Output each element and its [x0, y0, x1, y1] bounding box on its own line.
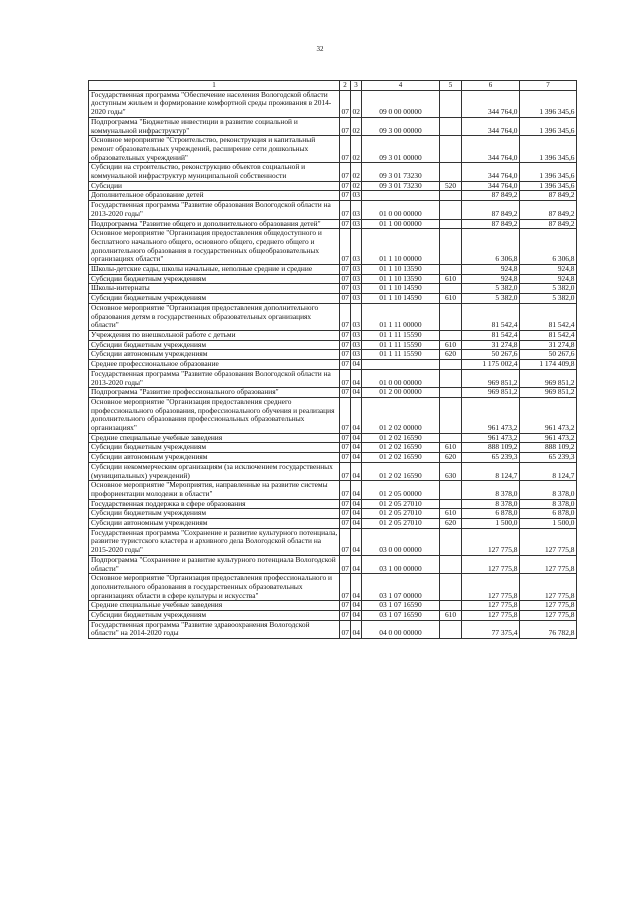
target-article-cell: 01 2 00 00000 — [362, 388, 440, 398]
target-article-cell: 01 2 02 16590 — [362, 453, 440, 463]
target-article-cell: 01 1 10 14590 — [362, 284, 440, 294]
amount-year2-cell: 127 775,8 — [520, 574, 577, 601]
amount-year1-cell: 344 764,0 — [462, 136, 520, 163]
expense-type-cell — [440, 330, 462, 340]
amount-year2-cell: 81 542,4 — [520, 330, 577, 340]
section-code-cell: 07 — [340, 303, 351, 330]
table-row — [89, 117, 577, 135]
section-code-cell: 07 — [341, 190, 349, 200]
row-name-cell: Субсидии бюджетным учреждениям — [89, 274, 340, 284]
subsection-code-cell: 03 — [352, 274, 360, 283]
expense-type-cell — [440, 499, 462, 509]
header-cell: 1 — [89, 81, 340, 91]
row-name-cell: Субсидии бюджетным учреждениям — [89, 611, 340, 621]
section-code-cell: 07 — [341, 219, 349, 228]
target-article-cell: 03 0 00 00000 — [362, 528, 440, 555]
subsection-code-cell: 04 — [352, 452, 360, 462]
section-code-cell: 07 — [340, 369, 351, 387]
expense-type-cell: 610 — [440, 274, 462, 284]
page-number: 32 — [316, 45, 324, 53]
header-cell: 7 — [520, 81, 577, 91]
amount-year1-cell: 888 109,2 — [462, 443, 520, 453]
target-article-cell: 09 3 01 73230 — [362, 181, 440, 191]
amount-year1-cell: 127 775,8 — [462, 528, 520, 555]
table-row — [89, 360, 577, 370]
expense-type-cell: 610 — [440, 294, 462, 304]
amount-year2-cell: 6 878,0 — [520, 509, 577, 519]
amount-year2-cell: 1 396 345,6 — [520, 136, 577, 163]
amount-year2-cell: 8 124,7 — [520, 462, 577, 480]
amount-year2-cell: 1 500,0 — [520, 519, 577, 529]
amount-year2-cell: 87 849,2 — [520, 201, 577, 219]
section-code-cell: 07 — [340, 229, 351, 265]
target-article-cell: 01 2 02 00000 — [362, 397, 440, 433]
amount-year2-cell: 888 109,2 — [520, 443, 577, 453]
table-row — [89, 181, 577, 191]
amount-year2-cell: 65 239,3 — [520, 453, 577, 463]
row-name-cell: Субсидии бюджетным учреждениям — [89, 340, 340, 350]
table-row — [89, 433, 577, 443]
subsection-code-cell: 02 — [351, 117, 362, 135]
table-row — [89, 136, 577, 163]
target-article-cell: 01 1 10 14590 — [362, 294, 440, 304]
row-name-cell: Субсидии на строительство, реконструкцию объектов социальной и коммунальной инфраструктур муниципальной собственности — [89, 163, 340, 181]
amount-year1-cell: 924,8 — [462, 265, 520, 275]
target-article-cell: 01 2 05 00000 — [362, 481, 440, 499]
amount-year2-cell: 50 267,6 — [520, 350, 577, 360]
row-name-cell: Субсидии автономным учреждениям — [89, 519, 340, 529]
subsection-code-cell: 02 — [351, 136, 362, 163]
expense-type-cell — [440, 397, 462, 433]
section-code-cell: 07 — [340, 201, 351, 219]
expense-type-cell: 620 — [440, 519, 462, 529]
amount-year2-cell: 127 775,8 — [520, 528, 577, 555]
table-row — [89, 574, 577, 601]
table-row — [89, 229, 577, 265]
section-code-cell: 07 — [341, 452, 349, 462]
subsection-code-cell: 02 — [352, 181, 360, 190]
amount-year2-cell: 8 378,0 — [520, 481, 577, 499]
row-name-cell: Основное мероприятие "Организация предоставления дополнительного образования детям в государственных образовательных организациях области" — [89, 303, 340, 330]
row-name-cell: Подпрограмма "Бюджетные инвестиции в развитие социальной и коммунальной инфраструктур" — [89, 117, 340, 135]
amount-year1-cell: 1 500,0 — [462, 519, 520, 529]
amount-year1-cell: 127 775,8 — [462, 601, 520, 611]
subsection-code-cell: 04 — [351, 462, 362, 480]
expense-type-cell — [440, 369, 462, 387]
section-code-cell: 07 — [341, 600, 349, 610]
amount-year1-cell: 969 851,2 — [462, 369, 520, 387]
table-row — [89, 201, 577, 219]
expense-type-cell: 610 — [440, 443, 462, 453]
section-code-cell: 07 — [341, 610, 349, 620]
section-code-cell: 07 — [341, 442, 349, 452]
amount-year2-cell: 924,8 — [520, 265, 577, 275]
expense-type-cell — [440, 117, 462, 135]
amount-year1-cell: 50 267,6 — [462, 350, 520, 360]
expense-type-cell: 520 — [440, 181, 462, 191]
row-name-cell: Субсидии бюджетным учреждениям — [89, 443, 340, 453]
amount-year1-cell: 6 878,0 — [462, 509, 520, 519]
section-code-cell: 07 — [341, 293, 349, 303]
amount-year1-cell: 5 382,0 — [462, 294, 520, 304]
expense-type-cell — [440, 555, 462, 573]
amount-year2-cell: 924,8 — [520, 274, 577, 284]
subsection-code-cell: 02 — [351, 163, 362, 181]
budget-table — [88, 80, 577, 639]
expense-type-cell — [440, 284, 462, 294]
subsection-code-cell: 03 — [352, 330, 360, 339]
target-article-cell: 03 1 07 16590 — [362, 601, 440, 611]
row-name-cell: Государственная программа "Развитие образования Вологодской области на 2013-2020 годы" — [89, 369, 340, 387]
subsection-code-cell: 02 — [351, 90, 362, 117]
amount-year1-cell: 961 473,2 — [462, 433, 520, 443]
row-name-cell: Основное мероприятие "Организация предоставления среднего профессионального образования, профессионального обучения и реализация дополнительного образования профессиональных образовательных организациях" — [89, 397, 340, 433]
table-row — [89, 219, 577, 229]
section-code-cell: 07 — [341, 264, 349, 274]
row-name-cell: Средние специальные учебные заведения — [89, 601, 340, 611]
section-code-cell: 07 — [341, 359, 349, 369]
subsection-code-cell: 03 — [351, 229, 362, 265]
table-row — [89, 509, 577, 519]
table-row — [89, 163, 577, 181]
table-row — [89, 499, 577, 509]
amount-year2-cell: 87 849,2 — [520, 191, 577, 201]
amount-year2-cell: 5 382,0 — [520, 284, 577, 294]
target-article-cell: 01 1 10 00000 — [362, 229, 440, 265]
expense-type-cell — [440, 136, 462, 163]
target-article-cell: 01 1 11 15590 — [362, 330, 440, 340]
target-article-cell — [362, 360, 440, 370]
target-article-cell: 09 3 00 00000 — [362, 117, 440, 135]
expense-type-cell — [440, 201, 462, 219]
section-code-cell: 07 — [340, 136, 351, 163]
target-article-cell: 01 2 02 16590 — [362, 462, 440, 480]
expense-type-cell — [440, 229, 462, 265]
target-article-cell: 03 1 07 16590 — [362, 611, 440, 621]
amount-year2-cell: 1 396 345,6 — [520, 90, 577, 117]
amount-year1-cell: 961 473,2 — [462, 397, 520, 433]
row-name-cell: Подпрограмма "Сохранение и развитие культурного потенциала Вологодской области" — [89, 555, 340, 573]
table-row — [89, 601, 577, 611]
expense-type-cell — [440, 90, 462, 117]
amount-year1-cell: 87 849,2 — [462, 201, 520, 219]
subsection-code-cell: 04 — [352, 600, 360, 610]
expense-type-cell: 620 — [440, 350, 462, 360]
row-name-cell: Основное мероприятие "Организация предоставления общедоступного и бесплатного начального общего, основного общего, среднего общего и дополнительного образования в государственных общеобразовательных организациях области" — [89, 229, 340, 265]
target-article-cell: 04 0 00 00000 — [362, 620, 440, 638]
row-name-cell: Средние специальные учебные заведения — [89, 433, 340, 443]
amount-year1-cell: 344 764,0 — [462, 163, 520, 181]
expense-type-cell — [440, 528, 462, 555]
expense-type-cell: 610 — [440, 340, 462, 350]
subsection-code-cell: 04 — [351, 574, 362, 601]
target-article-cell: 01 2 05 27010 — [362, 499, 440, 509]
target-article-cell: 09 3 01 00000 — [362, 136, 440, 163]
subsection-code-cell: 03 — [352, 349, 360, 359]
subsection-code-cell: 03 — [352, 340, 360, 349]
expense-type-cell — [440, 163, 462, 181]
subsection-code-cell: 04 — [351, 481, 362, 499]
subsection-code-cell: 04 — [352, 499, 360, 508]
table-row — [89, 453, 577, 463]
expense-type-cell — [440, 574, 462, 601]
target-article-cell: 01 2 05 27010 — [362, 519, 440, 529]
subsection-code-cell: 04 — [352, 433, 360, 442]
target-article-cell: 01 1 10 13590 — [362, 274, 440, 284]
expense-type-cell — [440, 191, 462, 201]
subsection-code-cell: 04 — [352, 442, 360, 452]
amount-year2-cell: 1 396 345,6 — [520, 163, 577, 181]
expense-type-cell: 610 — [440, 611, 462, 621]
section-code-cell: 07 — [341, 283, 349, 293]
row-name-cell: Субсидии автономным учреждениям — [89, 350, 340, 360]
section-code-cell: 07 — [340, 90, 351, 117]
section-code-cell: 07 — [340, 555, 351, 573]
section-code-cell: 07 — [341, 508, 349, 518]
amount-year1-cell: 8 124,7 — [462, 462, 520, 480]
amount-year1-cell: 77 375,4 — [462, 620, 520, 638]
target-article-cell: 09 3 01 73230 — [362, 163, 440, 181]
amount-year2-cell: 6 306,8 — [520, 229, 577, 265]
amount-year2-cell: 961 473,2 — [520, 397, 577, 433]
amount-year1-cell: 8 378,0 — [462, 481, 520, 499]
expense-type-cell: 620 — [440, 453, 462, 463]
table-header — [89, 81, 577, 91]
row-name-cell: Школы-детские сады, школы начальные, неполные средние и средние — [89, 265, 340, 275]
target-article-cell: 01 0 00 00000 — [362, 201, 440, 219]
expense-type-cell — [440, 303, 462, 330]
table-row — [89, 265, 577, 275]
section-code-cell: 07 — [341, 518, 349, 528]
target-article-cell: 03 1 00 00000 — [362, 555, 440, 573]
expense-type-cell — [440, 265, 462, 275]
header-cell: 3 — [351, 81, 362, 91]
table-row — [89, 330, 577, 340]
expense-type-cell — [440, 601, 462, 611]
amount-year1-cell: 127 775,8 — [462, 611, 520, 621]
section-code-cell: 07 — [340, 620, 351, 638]
amount-year2-cell: 961 473,2 — [520, 433, 577, 443]
amount-year1-cell: 6 306,8 — [462, 229, 520, 265]
expense-type-cell: 630 — [440, 462, 462, 480]
subsection-code-cell: 03 — [352, 190, 360, 200]
expense-type-cell — [440, 360, 462, 370]
row-name-cell: Государственная программа "Развитие здравоохранения Вологодской области" на 2014-2020 годы — [89, 620, 340, 638]
amount-year1-cell: 81 542,4 — [462, 330, 520, 340]
amount-year2-cell: 1 174 409,8 — [520, 360, 577, 370]
subsection-code-cell: 03 — [352, 219, 360, 228]
row-name-cell: Среднее профессиональное образование — [89, 360, 340, 370]
row-name-cell: Государственная поддержка в сфере образования — [89, 499, 340, 509]
amount-year2-cell: 87 849,2 — [520, 219, 577, 229]
amount-year2-cell: 127 775,8 — [520, 555, 577, 573]
header-cell: 6 — [462, 81, 520, 91]
section-code-cell: 07 — [340, 117, 351, 135]
target-article-cell: 01 2 02 16590 — [362, 443, 440, 453]
subsection-code-cell: 04 — [352, 610, 360, 620]
amount-year2-cell: 8 378,0 — [520, 499, 577, 509]
target-article-cell: 01 1 11 00000 — [362, 303, 440, 330]
table-row — [89, 462, 577, 480]
row-name-cell: Субсидии автономным учреждениям — [89, 453, 340, 463]
table-row — [89, 443, 577, 453]
amount-year1-cell: 344 764,0 — [462, 181, 520, 191]
row-name-cell: Учреждения по внешкольной работе с детьми — [89, 330, 340, 340]
amount-year1-cell: 81 542,4 — [462, 303, 520, 330]
target-article-cell: 01 1 11 15590 — [362, 350, 440, 360]
row-name-cell: Основное мероприятие "Организация предоставления профессионального и дополнительного образования в государственных образовательных организациях области в сфере культуры и искусства" — [89, 574, 340, 601]
amount-year2-cell: 81 542,4 — [520, 303, 577, 330]
table-body — [89, 90, 577, 638]
row-name-cell: Подпрограмма "Развитие профессионального образования" — [89, 388, 340, 398]
table-row — [89, 555, 577, 573]
subsection-code-cell: 03 — [351, 303, 362, 330]
expense-type-cell — [440, 219, 462, 229]
subsection-code-cell: 04 — [352, 508, 360, 518]
amount-year1-cell: 344 764,0 — [462, 90, 520, 117]
table-row — [89, 528, 577, 555]
row-name-cell: Основное мероприятие "Строительство, реконструкция и капитальный ремонт образовательных учреждений, расширение сети дошкольных образовательных учреждений" — [89, 136, 340, 163]
header-cell: 2 — [340, 81, 351, 91]
target-article-cell: 01 1 11 15590 — [362, 340, 440, 350]
table-row — [89, 191, 577, 201]
subsection-code-cell: 04 — [352, 359, 360, 369]
amount-year1-cell: 8 378,0 — [462, 499, 520, 509]
section-code-cell: 07 — [341, 349, 349, 359]
target-article-cell — [362, 191, 440, 201]
section-code-cell: 07 — [340, 481, 351, 499]
table-row — [89, 620, 577, 638]
subsection-code-cell: 04 — [351, 555, 362, 573]
amount-year2-cell: 969 851,2 — [520, 388, 577, 398]
amount-year1-cell: 5 382,0 — [462, 284, 520, 294]
table-row — [89, 90, 577, 117]
table-row — [89, 350, 577, 360]
row-name-cell: Государственная программа "Обеспечение населения Вологодской области доступным жильем и формирование комфортной среды проживания в 2014-2020 годы" — [89, 90, 340, 117]
section-code-cell: 07 — [341, 340, 349, 349]
table-row — [89, 519, 577, 529]
expense-type-cell — [440, 481, 462, 499]
amount-year2-cell: 127 775,8 — [520, 611, 577, 621]
section-code-cell: 07 — [340, 528, 351, 555]
amount-year2-cell: 76 782,8 — [520, 620, 577, 638]
subsection-code-cell: 04 — [351, 620, 362, 638]
amount-year1-cell: 87 849,2 — [462, 191, 520, 201]
header-row — [89, 81, 577, 91]
section-code-cell: 07 — [341, 387, 349, 397]
target-article-cell: 09 0 00 00000 — [362, 90, 440, 117]
subsection-code-cell: 04 — [351, 528, 362, 555]
subsection-code-cell: 03 — [351, 201, 362, 219]
amount-year2-cell: 969 851,2 — [520, 369, 577, 387]
subsection-code-cell: 04 — [351, 397, 362, 433]
target-article-cell: 01 1 00 00000 — [362, 219, 440, 229]
section-code-cell: 07 — [340, 163, 351, 181]
amount-year2-cell: 31 274,8 — [520, 340, 577, 350]
section-code-cell: 07 — [341, 274, 349, 283]
row-name-cell: Школы-интернаты — [89, 284, 340, 294]
target-article-cell: 03 1 07 00000 — [362, 574, 440, 601]
table-row — [89, 284, 577, 294]
row-name-cell: Подпрограмма "Развитие общего и дополнительного образования детей" — [89, 219, 340, 229]
table-row — [89, 303, 577, 330]
table-row — [89, 388, 577, 398]
subsection-code-cell: 04 — [351, 369, 362, 387]
row-name-cell: Субсидии бюджетным учреждениям — [89, 509, 340, 519]
target-article-cell: 01 2 02 16590 — [362, 433, 440, 443]
amount-year1-cell: 31 274,8 — [462, 340, 520, 350]
amount-year2-cell: 127 775,8 — [520, 601, 577, 611]
row-name-cell: Дополнительное образование детей — [89, 191, 340, 201]
amount-year1-cell: 1 175 002,4 — [462, 360, 520, 370]
header-cell: 4 — [362, 81, 440, 91]
target-article-cell: 01 2 05 27010 — [362, 509, 440, 519]
expense-type-cell: 610 — [440, 509, 462, 519]
table-row — [89, 274, 577, 284]
subsection-code-cell: 03 — [352, 293, 360, 303]
section-code-cell: 07 — [341, 181, 349, 190]
table-row — [89, 294, 577, 304]
subsection-code-cell: 03 — [352, 283, 360, 293]
subsection-code-cell: 04 — [352, 518, 360, 528]
section-code-cell: 07 — [341, 433, 349, 442]
amount-year1-cell: 87 849,2 — [462, 219, 520, 229]
header-cell: 5 — [440, 81, 462, 91]
row-name-cell: Субсидии — [89, 181, 340, 191]
table-row — [89, 397, 577, 433]
amount-year2-cell: 1 396 345,6 — [520, 117, 577, 135]
subsection-code-cell: 03 — [352, 264, 360, 274]
section-code-cell: 07 — [341, 499, 349, 508]
expense-type-cell — [440, 433, 462, 443]
amount-year1-cell: 65 239,3 — [462, 453, 520, 463]
row-name-cell: Основное мероприятие "Мероприятия, направленные на развитие системы профориентации молодежи в области" — [89, 481, 340, 499]
expense-type-cell — [440, 388, 462, 398]
row-name-cell: Государственная программа "Сохранение и развитие культурного потенциала, развитие туристского кластера и архивного дела Вологодской области на 2015-2020 годы" — [89, 528, 340, 555]
section-code-cell: 07 — [340, 574, 351, 601]
section-code-cell: 07 — [340, 397, 351, 433]
row-name-cell: Субсидии некоммерческим организациям (за исключением государственных (муниципальных) учреждений) — [89, 462, 340, 480]
amount-year1-cell: 127 775,8 — [462, 555, 520, 573]
amount-year2-cell: 1 396 345,6 — [520, 181, 577, 191]
amount-year1-cell: 344 764,0 — [462, 117, 520, 135]
row-name-cell: Субсидии бюджетным учреждениям — [89, 294, 340, 304]
table-row — [89, 340, 577, 350]
table-row — [89, 611, 577, 621]
amount-year1-cell: 969 851,2 — [462, 388, 520, 398]
subsection-code-cell: 04 — [352, 387, 360, 397]
expense-type-cell — [440, 620, 462, 638]
table-row — [89, 369, 577, 387]
table-row — [89, 481, 577, 499]
target-article-cell: 01 1 10 13590 — [362, 265, 440, 275]
section-code-cell: 07 — [341, 330, 349, 339]
amount-year1-cell: 127 775,8 — [462, 574, 520, 601]
amount-year2-cell: 5 382,0 — [520, 294, 577, 304]
amount-year1-cell: 924,8 — [462, 274, 520, 284]
row-name-cell: Государственная программа "Развитие образования Вологодской области на 2013-2020 годы" — [89, 201, 340, 219]
section-code-cell: 07 — [340, 462, 351, 480]
target-article-cell: 01 0 00 00000 — [362, 369, 440, 387]
